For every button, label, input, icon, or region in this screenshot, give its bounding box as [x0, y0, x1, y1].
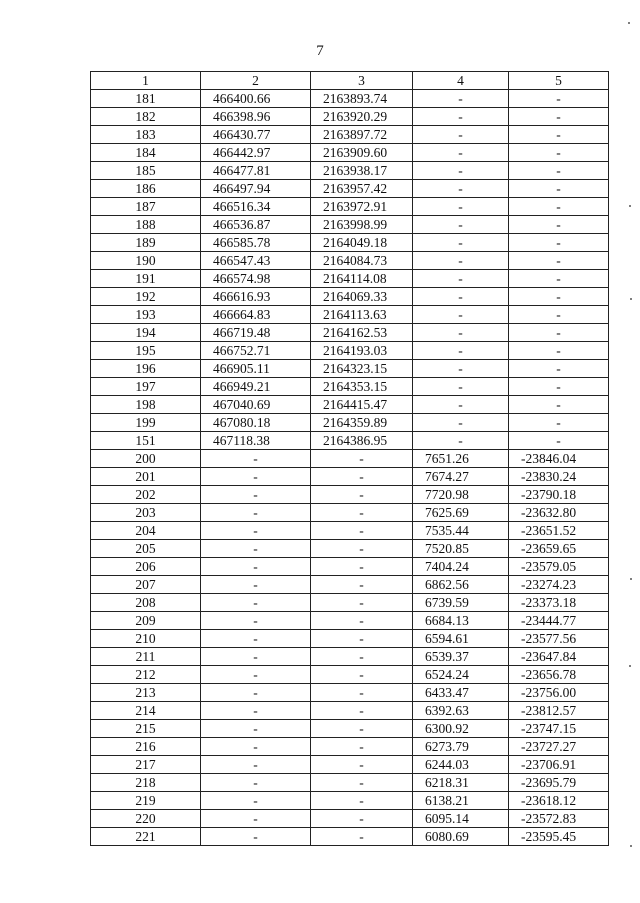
table-row — [91, 828, 609, 846]
column-header: 4 — [413, 72, 509, 90]
table-row — [91, 684, 609, 702]
table-cell: 7535.44 — [413, 522, 509, 540]
table-cell: - — [201, 774, 311, 792]
table-row — [91, 774, 609, 792]
table-cell: - — [201, 468, 311, 486]
table-cell: -23632.80 — [509, 504, 609, 522]
table-row — [91, 324, 609, 342]
table-cell: 7625.69 — [413, 504, 509, 522]
table-cell: 466752.71 — [201, 342, 311, 360]
table-cell: 2164162.53 — [311, 324, 413, 342]
table-cell: - — [509, 360, 609, 378]
table-cell: 193 — [91, 306, 201, 324]
table-row — [91, 306, 609, 324]
table-cell: 215 — [91, 720, 201, 738]
table-cell: -23579.05 — [509, 558, 609, 576]
table-cell: 184 — [91, 144, 201, 162]
table-row — [91, 162, 609, 180]
table-cell: - — [509, 270, 609, 288]
table-cell: - — [201, 612, 311, 630]
table-cell: 466497.94 — [201, 180, 311, 198]
table-cell: - — [311, 810, 413, 828]
table-row — [91, 234, 609, 252]
table-row — [91, 396, 609, 414]
table-cell: 205 — [91, 540, 201, 558]
table-cell: - — [509, 432, 609, 450]
table-row — [91, 252, 609, 270]
table-cell: 2164049.18 — [311, 234, 413, 252]
table-cell: 467080.18 — [201, 414, 311, 432]
table-cell: - — [201, 558, 311, 576]
table-cell: 219 — [91, 792, 201, 810]
table-cell: 466949.21 — [201, 378, 311, 396]
table-cell: 466430.77 — [201, 126, 311, 144]
scan-speck — [630, 298, 632, 300]
table-cell: -23647.84 — [509, 648, 609, 666]
table-cell: - — [413, 126, 509, 144]
scan-speck — [629, 205, 631, 207]
table-cell: - — [201, 702, 311, 720]
table-cell: - — [509, 252, 609, 270]
column-header: 2 — [201, 72, 311, 90]
table-cell: 208 — [91, 594, 201, 612]
table-cell: - — [201, 684, 311, 702]
table-cell: - — [413, 306, 509, 324]
table-cell: 196 — [91, 360, 201, 378]
table-cell: - — [311, 756, 413, 774]
table-cell: - — [201, 576, 311, 594]
table-row — [91, 90, 609, 108]
table-cell: 212 — [91, 666, 201, 684]
table-cell: - — [413, 162, 509, 180]
table-cell: 7651.26 — [413, 450, 509, 468]
table-cell: 221 — [91, 828, 201, 846]
table-row — [91, 126, 609, 144]
table-cell: 188 — [91, 216, 201, 234]
table-cell: - — [201, 486, 311, 504]
table-cell: - — [413, 90, 509, 108]
table-cell: 6218.31 — [413, 774, 509, 792]
table-cell: - — [201, 792, 311, 810]
table-cell: 214 — [91, 702, 201, 720]
table-cell: - — [413, 396, 509, 414]
table-cell: 204 — [91, 522, 201, 540]
table-cell: 2163897.72 — [311, 126, 413, 144]
table-cell: 467040.69 — [201, 396, 311, 414]
table-row — [91, 486, 609, 504]
table-cell: 191 — [91, 270, 201, 288]
table-cell: - — [311, 486, 413, 504]
table-cell: - — [201, 648, 311, 666]
table-cell: 213 — [91, 684, 201, 702]
table-cell: 189 — [91, 234, 201, 252]
table-cell: 466536.87 — [201, 216, 311, 234]
table-cell: - — [509, 144, 609, 162]
table-cell: - — [201, 810, 311, 828]
table-cell: -23656.78 — [509, 666, 609, 684]
table-cell: - — [413, 252, 509, 270]
table-cell: - — [413, 270, 509, 288]
table-cell: 6739.59 — [413, 594, 509, 612]
table-header-row — [91, 72, 609, 90]
table-cell: -23830.24 — [509, 468, 609, 486]
table-cell: 218 — [91, 774, 201, 792]
table-cell: - — [311, 792, 413, 810]
table-row — [91, 432, 609, 450]
table-cell: 207 — [91, 576, 201, 594]
table-cell: 210 — [91, 630, 201, 648]
table-cell: - — [413, 432, 509, 450]
table-cell: - — [509, 288, 609, 306]
table-cell: 190 — [91, 252, 201, 270]
table-row — [91, 576, 609, 594]
table-row — [91, 720, 609, 738]
table-cell: - — [413, 108, 509, 126]
table-cell: - — [509, 414, 609, 432]
table-row — [91, 342, 609, 360]
table-cell: 2163957.42 — [311, 180, 413, 198]
table-cell: - — [201, 540, 311, 558]
table-cell: 2164415.47 — [311, 396, 413, 414]
table-cell: - — [509, 90, 609, 108]
table-cell: - — [311, 450, 413, 468]
table-row — [91, 378, 609, 396]
table-cell: 466574.98 — [201, 270, 311, 288]
table-row — [91, 594, 609, 612]
table-cell: - — [311, 630, 413, 648]
table-cell: - — [311, 558, 413, 576]
table-cell: - — [311, 576, 413, 594]
scan-speck — [630, 845, 632, 847]
table-cell: 2164193.03 — [311, 342, 413, 360]
table-cell: 2164323.15 — [311, 360, 413, 378]
table-cell: 467118.38 — [201, 432, 311, 450]
table-cell: 194 — [91, 324, 201, 342]
table-cell: - — [509, 216, 609, 234]
table-cell: -23790.18 — [509, 486, 609, 504]
table-cell: 2164114.08 — [311, 270, 413, 288]
table-cell: - — [311, 666, 413, 684]
table-cell: - — [509, 234, 609, 252]
table-cell: 2164359.89 — [311, 414, 413, 432]
table-cell: - — [413, 180, 509, 198]
table-row — [91, 810, 609, 828]
table-cell: 6095.14 — [413, 810, 509, 828]
table-cell: - — [509, 396, 609, 414]
table-cell: - — [311, 738, 413, 756]
table-cell: -23577.56 — [509, 630, 609, 648]
table-cell: - — [311, 702, 413, 720]
table-cell: - — [413, 324, 509, 342]
table-cell: 181 — [91, 90, 201, 108]
table-cell: - — [311, 720, 413, 738]
table-row — [91, 558, 609, 576]
table-cell: - — [413, 414, 509, 432]
table-row — [91, 216, 609, 234]
table-cell: 6524.24 — [413, 666, 509, 684]
table-cell: -23846.04 — [509, 450, 609, 468]
table-cell: - — [509, 180, 609, 198]
table-cell: 199 — [91, 414, 201, 432]
table-cell: - — [311, 468, 413, 486]
table-cell: 2163920.29 — [311, 108, 413, 126]
table-cell: 195 — [91, 342, 201, 360]
table-cell: - — [201, 720, 311, 738]
table-row — [91, 144, 609, 162]
table-cell: 2164084.73 — [311, 252, 413, 270]
table-cell: 2164353.15 — [311, 378, 413, 396]
table-cell: 183 — [91, 126, 201, 144]
table-cell: - — [509, 198, 609, 216]
table-cell: -23706.91 — [509, 756, 609, 774]
table-cell: - — [311, 774, 413, 792]
table-row — [91, 450, 609, 468]
table-cell: 6433.47 — [413, 684, 509, 702]
scan-speck — [628, 22, 630, 24]
table-cell: - — [201, 666, 311, 684]
table-row — [91, 612, 609, 630]
table-cell: 466719.48 — [201, 324, 311, 342]
table-cell: - — [311, 594, 413, 612]
table-cell: 6080.69 — [413, 828, 509, 846]
table-row — [91, 756, 609, 774]
table-cell: - — [509, 324, 609, 342]
table-cell: 7720.98 — [413, 486, 509, 504]
table-cell: 466664.83 — [201, 306, 311, 324]
table-cell: -23572.83 — [509, 810, 609, 828]
page-number: 7 — [316, 43, 324, 59]
table-cell: 6300.92 — [413, 720, 509, 738]
table-cell: -23618.12 — [509, 792, 609, 810]
table-cell: 2163893.74 — [311, 90, 413, 108]
table-cell: - — [413, 378, 509, 396]
table-cell: 466516.34 — [201, 198, 311, 216]
table-row — [91, 270, 609, 288]
table-row — [91, 630, 609, 648]
table-cell: 2163938.17 — [311, 162, 413, 180]
table-cell: -23659.65 — [509, 540, 609, 558]
table-cell: 200 — [91, 450, 201, 468]
table-cell: 6138.21 — [413, 792, 509, 810]
table-cell: 206 — [91, 558, 201, 576]
column-header: 1 — [91, 72, 201, 90]
table-cell: 7520.85 — [413, 540, 509, 558]
table-cell: - — [509, 342, 609, 360]
table-cell: -23595.45 — [509, 828, 609, 846]
table-cell: 2164113.63 — [311, 306, 413, 324]
table-cell: 466400.66 — [201, 90, 311, 108]
table-row — [91, 540, 609, 558]
table-cell: - — [201, 630, 311, 648]
table-cell: - — [509, 306, 609, 324]
coordinates-table — [90, 71, 609, 846]
table-cell: - — [201, 522, 311, 540]
table-cell: -23747.15 — [509, 720, 609, 738]
table-cell: 192 — [91, 288, 201, 306]
table-row — [91, 288, 609, 306]
table-cell: 466398.96 — [201, 108, 311, 126]
table-cell: 209 — [91, 612, 201, 630]
table-cell: 186 — [91, 180, 201, 198]
table-cell: 6539.37 — [413, 648, 509, 666]
table-cell: 203 — [91, 504, 201, 522]
table-cell: 466477.81 — [201, 162, 311, 180]
table-cell: 2164386.95 — [311, 432, 413, 450]
table-cell: - — [413, 198, 509, 216]
table-cell: 7674.27 — [413, 468, 509, 486]
table-cell: -23274.23 — [509, 576, 609, 594]
table-cell: - — [509, 378, 609, 396]
table-cell: -23651.52 — [509, 522, 609, 540]
table-cell: - — [311, 504, 413, 522]
table-cell: - — [413, 216, 509, 234]
table-cell: - — [413, 288, 509, 306]
table-cell: - — [509, 162, 609, 180]
table-cell: 2164069.33 — [311, 288, 413, 306]
table-cell: -23444.77 — [509, 612, 609, 630]
table-cell: - — [201, 450, 311, 468]
table-row — [91, 180, 609, 198]
table-cell: 182 — [91, 108, 201, 126]
table-cell: - — [201, 738, 311, 756]
table-cell: 466442.97 — [201, 144, 311, 162]
table-cell: 185 — [91, 162, 201, 180]
table-cell: 466616.93 — [201, 288, 311, 306]
table-row — [91, 792, 609, 810]
table-row — [91, 360, 609, 378]
table-cell: 2163909.60 — [311, 144, 413, 162]
table-cell: - — [201, 504, 311, 522]
table-row — [91, 198, 609, 216]
table-cell: -23756.00 — [509, 684, 609, 702]
table-cell: -23373.18 — [509, 594, 609, 612]
table-cell: - — [201, 594, 311, 612]
table-cell: -23727.27 — [509, 738, 609, 756]
table-cell: - — [413, 360, 509, 378]
scan-speck — [629, 665, 631, 667]
table-cell: 2163972.91 — [311, 198, 413, 216]
table-row — [91, 414, 609, 432]
table-cell: - — [509, 108, 609, 126]
table-cell: - — [311, 684, 413, 702]
table-cell: 6684.13 — [413, 612, 509, 630]
table-cell: -23695.79 — [509, 774, 609, 792]
table-cell: 2163998.99 — [311, 216, 413, 234]
table-cell: 211 — [91, 648, 201, 666]
table-cell: - — [509, 126, 609, 144]
table-cell: - — [413, 234, 509, 252]
table-cell: 217 — [91, 756, 201, 774]
table-cell: 198 — [91, 396, 201, 414]
table-row — [91, 702, 609, 720]
table-cell: 7404.24 — [413, 558, 509, 576]
table-cell: 6244.03 — [413, 756, 509, 774]
table-cell: 197 — [91, 378, 201, 396]
table-cell: 216 — [91, 738, 201, 756]
table-cell: - — [201, 756, 311, 774]
table-cell: 187 — [91, 198, 201, 216]
table-cell: 466905.11 — [201, 360, 311, 378]
table-cell: 6392.63 — [413, 702, 509, 720]
table-row — [91, 522, 609, 540]
table-cell: 6594.61 — [413, 630, 509, 648]
table-cell: 201 — [91, 468, 201, 486]
table-cell: 151 — [91, 432, 201, 450]
table-row — [91, 648, 609, 666]
table-cell: - — [311, 648, 413, 666]
table-row — [91, 468, 609, 486]
column-header: 3 — [311, 72, 413, 90]
table-row — [91, 108, 609, 126]
table-cell: 466585.78 — [201, 234, 311, 252]
table-cell: - — [311, 828, 413, 846]
table-row — [91, 666, 609, 684]
table-cell: - — [413, 342, 509, 360]
table-cell: 202 — [91, 486, 201, 504]
table-cell: 466547.43 — [201, 252, 311, 270]
table-cell: 6273.79 — [413, 738, 509, 756]
table-cell: - — [311, 540, 413, 558]
table-cell: - — [201, 828, 311, 846]
table-cell: - — [413, 144, 509, 162]
table-cell: 6862.56 — [413, 576, 509, 594]
table-row — [91, 738, 609, 756]
column-header: 5 — [509, 72, 609, 90]
scan-speck — [630, 578, 632, 580]
table-cell: - — [311, 612, 413, 630]
table-body — [91, 90, 609, 846]
table-cell: -23812.57 — [509, 702, 609, 720]
table-row — [91, 504, 609, 522]
table-cell: 220 — [91, 810, 201, 828]
table-cell: - — [311, 522, 413, 540]
